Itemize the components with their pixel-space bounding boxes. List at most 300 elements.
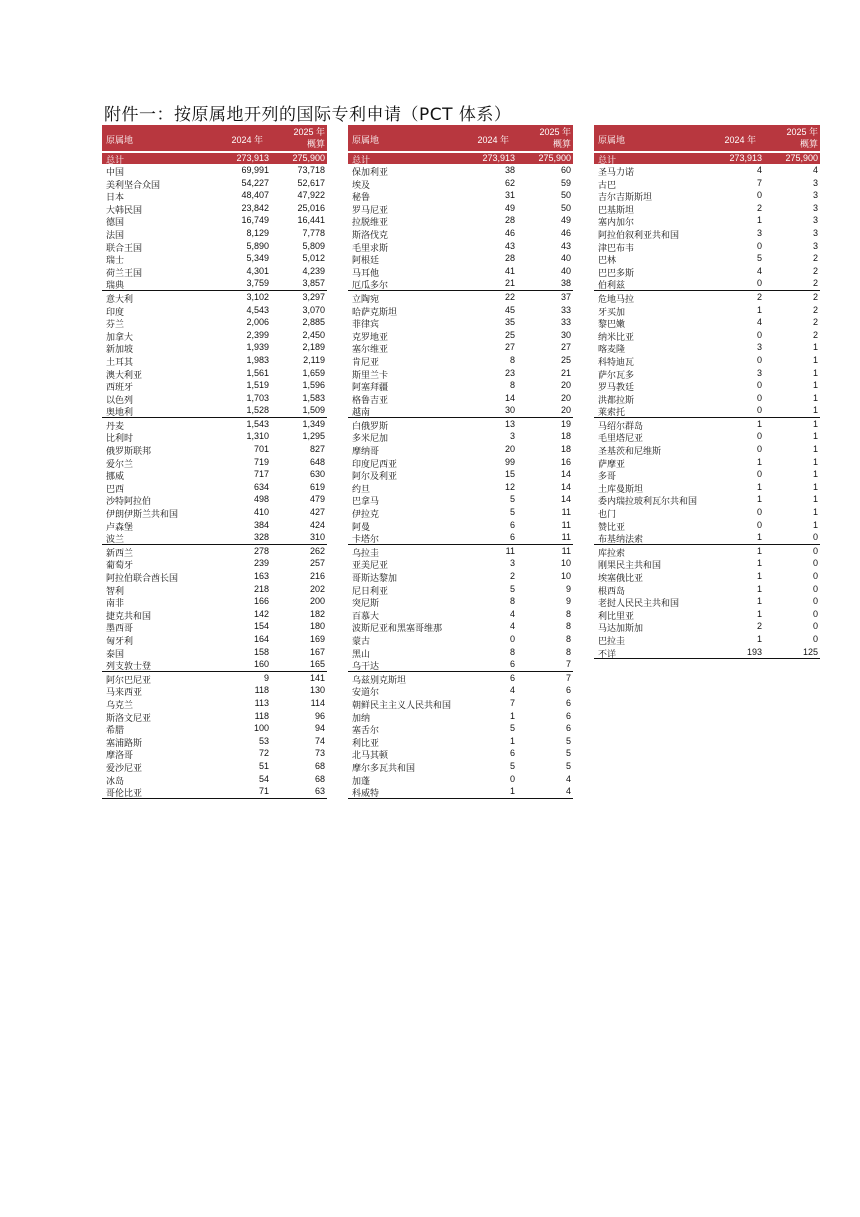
- origin-name: 老挝人民民主共和国: [598, 599, 680, 610]
- value-2025: 1: [812, 456, 818, 467]
- origin-name: 吉尔吉斯斯坦: [598, 193, 653, 204]
- value-2024: 3: [756, 367, 762, 378]
- table-row: [594, 608, 820, 621]
- origin-name: 突尼斯: [352, 599, 380, 610]
- table-row: [102, 570, 327, 583]
- value-2025: 68: [314, 773, 325, 784]
- value-2025: 25: [560, 354, 571, 365]
- value-2024: 11: [505, 545, 515, 556]
- value-2025: 0: [812, 571, 818, 581]
- table-row: [102, 747, 327, 760]
- total-2024: 273,913: [729, 153, 762, 163]
- value-2025: 7: [565, 659, 571, 670]
- value-2024: 1: [509, 735, 515, 746]
- value-2024: 2,399: [246, 329, 269, 340]
- row-group: [102, 291, 327, 418]
- table-row: [348, 379, 573, 392]
- origin-name: 赞比亚: [598, 522, 626, 533]
- value-2025: 5: [565, 760, 571, 771]
- table-row: [102, 277, 327, 290]
- row-group: [348, 418, 573, 545]
- origin-name: 中国: [106, 168, 125, 178]
- table-row: [102, 595, 327, 608]
- value-2025: 9: [565, 596, 571, 607]
- value-2025: 14: [560, 469, 571, 480]
- value-2024: 43: [504, 240, 515, 251]
- value-2024: 99: [504, 456, 515, 467]
- value-2024: 8: [509, 380, 515, 391]
- value-2025: 141: [309, 672, 325, 683]
- value-2024: 1: [756, 456, 762, 467]
- value-2025: 1: [812, 418, 818, 429]
- value-2025: 1,349: [302, 418, 325, 429]
- origin-name: 马来西亚: [106, 688, 143, 699]
- table-row: [594, 418, 820, 431]
- origin-name: 圣马力诺: [598, 168, 635, 178]
- header-2025: [778, 126, 818, 150]
- value-2024: 0: [756, 240, 762, 251]
- value-2024: 4: [756, 317, 762, 328]
- value-2024: 1: [756, 545, 762, 556]
- value-2024: 498: [253, 494, 269, 505]
- value-2024: 154: [253, 621, 269, 632]
- origin-name: 莱索托: [598, 408, 626, 419]
- origin-name: 黎巴嫩: [598, 320, 626, 331]
- origin-name: 大韩民国: [106, 205, 143, 216]
- value-2025: 0: [812, 558, 818, 569]
- value-2024: 1: [756, 571, 762, 581]
- table-row: [594, 354, 820, 367]
- value-2025: 1,583: [302, 392, 325, 403]
- value-2025: 3: [812, 190, 818, 201]
- total-label: 总计: [106, 156, 125, 166]
- origin-name: 土耳其: [106, 357, 134, 368]
- value-2025: 18: [560, 431, 571, 442]
- value-2024: 71: [258, 786, 269, 797]
- value-2024: 2: [756, 202, 762, 213]
- value-2024: 8: [509, 646, 515, 657]
- value-2024: 3,759: [246, 278, 269, 289]
- value-2024: 1: [756, 558, 762, 569]
- origin-name: 摩纳哥: [352, 447, 380, 458]
- table-row: [102, 443, 327, 456]
- table-row: [348, 341, 573, 354]
- origin-name: 巴巴多斯: [598, 268, 635, 279]
- origin-name: 秘鲁: [352, 193, 371, 204]
- value-2024: 49: [504, 202, 515, 213]
- origin-name: 土库曼斯坦: [598, 484, 644, 495]
- value-2024: 41: [504, 265, 515, 276]
- value-2024: 0: [756, 469, 762, 480]
- origin-name: 蒙古: [352, 636, 371, 647]
- value-2024: 0: [756, 354, 762, 365]
- value-2025: 2: [812, 291, 818, 302]
- value-2024: 0: [756, 190, 762, 201]
- table-row: [594, 468, 820, 481]
- origin-name: 泰国: [106, 649, 125, 660]
- value-2024: 16,749: [241, 215, 269, 226]
- origin-name: 摩尔多瓦共和国: [352, 763, 416, 774]
- value-2024: 1: [756, 633, 762, 644]
- value-2024: 9: [263, 672, 269, 683]
- value-2025: 11: [561, 507, 571, 518]
- origin-name: 巴林: [598, 256, 617, 267]
- origin-name: 智利: [106, 586, 125, 597]
- origin-name: 西班牙: [106, 383, 134, 394]
- table-row: [102, 227, 327, 240]
- table-row: [594, 227, 820, 240]
- row-group: [348, 164, 573, 291]
- table-row: [102, 189, 327, 202]
- value-2024: 4: [509, 685, 515, 696]
- table-row: [348, 557, 573, 570]
- value-2025: 3,070: [302, 304, 325, 315]
- origin-name: 厄瓜多尔: [352, 281, 389, 292]
- value-2024: 717: [253, 469, 269, 480]
- origin-name: 津巴布韦: [598, 243, 635, 254]
- origin-name: 阿塞拜疆: [352, 383, 389, 394]
- header-2024: 2024 年: [231, 135, 263, 145]
- value-2025: 30: [560, 329, 571, 340]
- value-2025: 257: [309, 558, 325, 569]
- table-row: [594, 646, 820, 659]
- value-2025: 40: [560, 265, 571, 276]
- value-2024: 218: [253, 583, 269, 594]
- table-row: [594, 164, 820, 177]
- value-2025: 5: [565, 735, 571, 746]
- origin-name: 埃及: [352, 180, 371, 191]
- origin-name: 加拿大: [106, 332, 134, 343]
- value-2025: 49: [560, 215, 571, 226]
- value-2025: 3,857: [302, 278, 325, 289]
- value-2024: 3: [509, 431, 515, 442]
- value-2025: 216: [309, 571, 325, 581]
- origin-name: 毛里塔尼亚: [598, 434, 644, 445]
- origin-name: 安道尔: [352, 688, 380, 699]
- origin-name: 波兰: [106, 535, 125, 546]
- origin-name: 马绍尔群岛: [598, 421, 644, 432]
- value-2025: 2,119: [303, 354, 325, 365]
- value-2025: 4: [812, 165, 818, 175]
- value-2024: 1,939: [246, 342, 269, 353]
- value-2024: 3: [756, 342, 762, 353]
- origin-name: 百慕大: [352, 611, 380, 622]
- origin-name: 德国: [106, 218, 125, 229]
- origin-name: 约旦: [352, 484, 371, 495]
- table-row: [594, 316, 820, 329]
- value-2024: 100: [253, 723, 269, 734]
- table-row: [594, 177, 820, 190]
- value-2025: 14: [560, 481, 571, 492]
- value-2025: 200: [309, 596, 325, 607]
- value-2025: 0: [812, 532, 818, 543]
- value-2024: 5,349: [246, 253, 269, 264]
- table-row: [594, 595, 820, 608]
- table-row: [348, 658, 573, 671]
- table-row: [102, 367, 327, 380]
- table-row: [348, 785, 573, 798]
- row-group: [348, 291, 573, 418]
- value-2024: 28: [504, 253, 515, 264]
- origin-name: 伊朗伊斯兰共和国: [106, 510, 179, 521]
- table-row: [594, 214, 820, 227]
- value-2025: 1: [812, 405, 818, 416]
- table-row: [102, 240, 327, 253]
- value-2025: 4: [565, 773, 571, 784]
- value-2024: 1,528: [246, 405, 269, 416]
- table-row: [102, 316, 327, 329]
- value-2025: 21: [560, 367, 571, 378]
- table-row: [348, 443, 573, 456]
- table-row: [594, 443, 820, 456]
- value-2024: 45: [504, 304, 515, 315]
- origin-name: 白俄罗斯: [352, 421, 389, 432]
- table-row: [594, 202, 820, 215]
- value-2025: 3,297: [302, 291, 325, 302]
- value-2024: 1: [509, 710, 515, 721]
- total-label: 总计: [598, 156, 617, 166]
- header-origin: 原属地: [598, 136, 626, 146]
- value-2025: 19: [560, 418, 571, 429]
- value-2025: 6: [565, 685, 571, 696]
- value-2025: 33: [560, 304, 571, 315]
- value-2025: 1: [812, 519, 818, 530]
- value-2024: 51: [258, 760, 269, 771]
- value-2025: 60: [560, 165, 571, 175]
- value-2024: 23: [504, 367, 515, 378]
- origin-name: 新西兰: [106, 548, 134, 559]
- table-row: [102, 646, 327, 659]
- origin-name: 多哥: [598, 472, 617, 483]
- origin-name: 肯尼亚: [352, 357, 380, 368]
- table-row: [102, 404, 327, 417]
- header-2025-year: 2025 年: [293, 127, 325, 137]
- value-2025: 7,778: [302, 227, 325, 238]
- row-group: [348, 545, 573, 672]
- value-2024: 20: [504, 444, 515, 455]
- value-2025: 310: [309, 532, 325, 543]
- table-row: [348, 214, 573, 227]
- table-row: [102, 493, 327, 506]
- origin-name: 根西岛: [598, 586, 626, 597]
- table-row: [348, 329, 573, 342]
- origin-name: 斯里兰卡: [352, 370, 389, 381]
- value-2025: 5,012: [302, 253, 325, 264]
- table-row: [102, 672, 327, 685]
- value-2024: 4,301: [246, 265, 269, 276]
- value-2025: 167: [309, 646, 325, 657]
- origin-name: 阿拉伯联合酋长国: [106, 574, 179, 584]
- table-row: [102, 214, 327, 227]
- value-2025: 2: [812, 317, 818, 328]
- table-row: [348, 240, 573, 253]
- total-2025: 275,900: [785, 153, 818, 163]
- value-2024: 13: [504, 418, 515, 429]
- origin-name: 阿曼: [352, 522, 371, 533]
- value-2024: 25: [504, 329, 515, 340]
- origin-name: 加蓬: [352, 776, 371, 787]
- origin-name: 比利时: [106, 434, 134, 445]
- table-row: [348, 456, 573, 469]
- value-2024: 7: [509, 697, 515, 708]
- value-2025: 130: [309, 685, 325, 696]
- value-2024: 193: [746, 646, 762, 657]
- origin-name: 加纳: [352, 713, 371, 724]
- value-2025: 59: [560, 177, 571, 188]
- value-2025: 2: [812, 265, 818, 276]
- origin-name: 法国: [106, 230, 125, 241]
- table-row: [102, 583, 327, 596]
- origin-name: 印度: [106, 307, 125, 318]
- origin-name: 荷兰王国: [106, 268, 143, 279]
- origin-name: 萨尔瓦多: [598, 370, 635, 381]
- value-2024: 62: [504, 177, 515, 188]
- origin-name: 库拉索: [598, 548, 626, 559]
- origin-name: 瑞士: [106, 256, 125, 267]
- page-title: 附件一：按原属地开列的国际专利申请（PCT 体系）: [104, 105, 512, 125]
- table-row: [348, 773, 573, 786]
- value-2025: 479: [309, 494, 325, 505]
- table-row: [102, 418, 327, 431]
- table-row: [348, 164, 573, 177]
- value-2024: 8: [509, 354, 515, 365]
- table-row: [102, 506, 327, 519]
- value-2024: 3: [509, 558, 515, 569]
- origin-name: 埃塞俄比亚: [598, 574, 644, 584]
- table-row: [102, 722, 327, 735]
- value-2025: 125: [802, 646, 818, 657]
- value-2025: 2: [812, 253, 818, 264]
- value-2024: 0: [509, 773, 515, 784]
- value-2024: 38: [504, 165, 515, 175]
- row-group: [594, 545, 820, 658]
- value-2025: 1: [812, 380, 818, 391]
- value-2025: 2,450: [302, 329, 325, 340]
- table-row: [594, 557, 820, 570]
- value-2025: 169: [309, 633, 325, 644]
- origin-name: 毛里求斯: [352, 243, 389, 254]
- origin-name: 马耳他: [352, 268, 380, 279]
- table-header: [348, 125, 573, 151]
- table-row: [102, 202, 327, 215]
- value-2024: 72: [258, 748, 269, 759]
- value-2024: 5: [509, 760, 515, 771]
- table-row: [348, 722, 573, 735]
- origin-name: 罗马教廷: [598, 383, 635, 394]
- value-2024: 23,842: [241, 202, 269, 213]
- value-2024: 5: [509, 583, 515, 594]
- value-2024: 118: [254, 685, 269, 696]
- origin-name: 不详: [598, 649, 617, 660]
- value-2024: 410: [253, 507, 269, 518]
- value-2025: 3: [812, 240, 818, 251]
- origin-name: 危地马拉: [598, 294, 635, 305]
- value-2025: 1: [812, 481, 818, 492]
- table-row: [102, 608, 327, 621]
- value-2025: 18: [560, 444, 571, 455]
- value-2025: 6: [565, 723, 571, 734]
- table-row: [348, 570, 573, 583]
- value-2025: 52,617: [297, 177, 325, 188]
- value-2024: 4: [756, 165, 762, 175]
- value-2025: 27: [560, 342, 571, 353]
- value-2025: 20: [560, 380, 571, 391]
- value-2025: 6: [565, 710, 571, 721]
- value-2024: 1: [756, 304, 762, 315]
- table-row: [102, 177, 327, 190]
- table-row: [348, 735, 573, 748]
- table-row: [594, 277, 820, 290]
- value-2025: 1: [812, 444, 818, 455]
- table-row: [594, 252, 820, 265]
- table-row: [348, 747, 573, 760]
- origin-name: 洪都拉斯: [598, 395, 635, 406]
- table-row: [102, 265, 327, 278]
- value-2025: 11: [561, 532, 571, 543]
- value-2024: 1: [756, 215, 762, 226]
- header-2024: 2024 年: [477, 135, 509, 145]
- origin-name: 斯洛文尼亚: [106, 713, 152, 724]
- value-2024: 46: [504, 227, 515, 238]
- table-row: [594, 633, 820, 646]
- origin-name: 伯利兹: [598, 281, 626, 292]
- origin-name: 牙买加: [598, 307, 626, 318]
- table-row: [348, 672, 573, 685]
- value-2024: 2: [756, 291, 762, 302]
- value-2024: 0: [756, 405, 762, 416]
- table-row: [348, 468, 573, 481]
- value-2024: 142: [253, 608, 269, 619]
- table-row: [348, 265, 573, 278]
- origin-name: 菲律宾: [352, 320, 380, 331]
- table-row: [102, 658, 327, 671]
- value-2025: 73,718: [297, 165, 325, 175]
- value-2025: 47,922: [297, 190, 325, 201]
- origin-name: 美利坚合众国: [106, 180, 161, 191]
- value-2024: 0: [756, 329, 762, 340]
- value-2024: 6: [509, 519, 515, 530]
- value-2024: 1: [756, 532, 762, 543]
- value-2025: 1,509: [302, 405, 325, 416]
- value-2024: 1,561: [246, 367, 269, 378]
- table-row: [348, 531, 573, 544]
- value-2024: 27: [504, 342, 515, 353]
- table-body: [594, 164, 820, 659]
- value-2024: 164: [253, 633, 269, 644]
- table-body: [102, 164, 327, 799]
- value-2024: 113: [254, 697, 269, 708]
- table-row: [348, 392, 573, 405]
- origin-name: 芬兰: [106, 320, 125, 331]
- value-2025: 1: [812, 354, 818, 365]
- value-2025: 9: [565, 583, 571, 594]
- table-row: [348, 189, 573, 202]
- origin-name: 越南: [352, 408, 371, 419]
- value-2025: 16: [560, 456, 571, 467]
- table-row: [348, 620, 573, 633]
- value-2025: 1: [812, 367, 818, 378]
- value-2025: 8: [565, 608, 571, 619]
- value-2025: 262: [309, 545, 325, 556]
- origin-name: 奥地利: [106, 408, 134, 419]
- table-row: [348, 684, 573, 697]
- value-2025: 4: [565, 786, 571, 797]
- row-group: [348, 672, 573, 798]
- table-row: [348, 404, 573, 417]
- value-2025: 11: [561, 545, 571, 556]
- value-2025: 5,809: [302, 240, 325, 251]
- table-row: [348, 367, 573, 380]
